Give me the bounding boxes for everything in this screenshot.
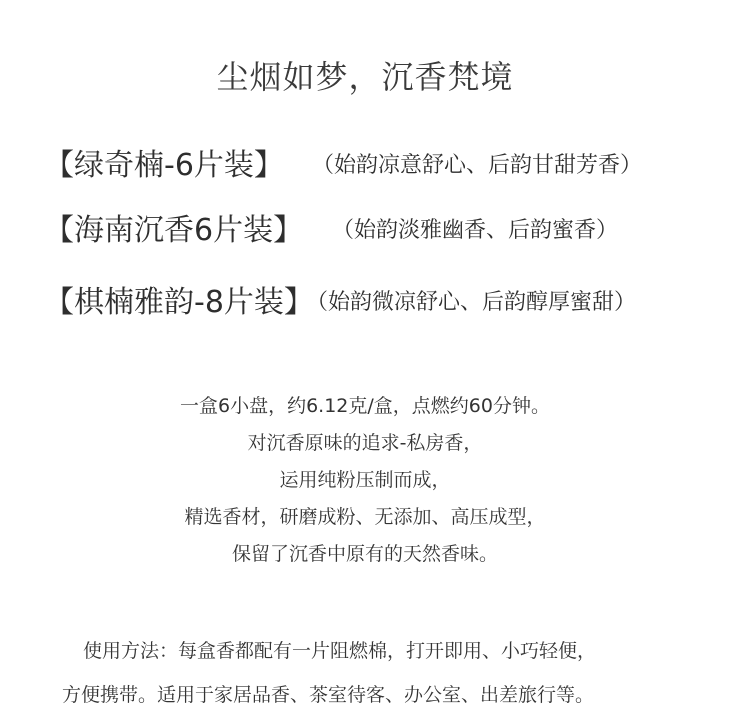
product-description: （始韵微凉舒心、后韵醇厚蜜甜） [306,290,637,315]
product-description: （始韵淡雅幽香、后韵蜜香） [332,218,619,243]
info-line: 保留了沉香中原有的天然香味。 [231,543,498,565]
info-line: 运用纯粉压制而成， [279,469,451,491]
page-title: 尘烟如梦，沉香梵境 [216,58,514,96]
product-info [0,388,730,573]
info-line: 一盒6小盘，约6.12克/盒，点燃约60分钟。 [180,395,550,417]
usage-instructions: 方便携带。适用于家居品香、茶室待客、办公室、出差旅行等。 [62,684,595,706]
product-name: 【绿奇楠-6片装】 [44,148,284,183]
product-item [44,277,704,327]
usage-instructions: 使用方法：每盒香都配有一片阻燃棉，打开即用、小巧轻便， [83,640,597,662]
product-name: 【棋楠雅韵-8片装】 [44,285,314,320]
info-line: 精选香材，研磨成粉、无添加、高压成型， [184,506,546,528]
product-description: （始韵凉意舒心、后韵甘甜芳香） [312,153,643,178]
product-name: 【海南沉香6片装】 [44,213,304,248]
info-line: 对沉香原味的追求-私房香， [247,432,483,454]
product-item [44,205,704,255]
product-item [44,140,704,190]
